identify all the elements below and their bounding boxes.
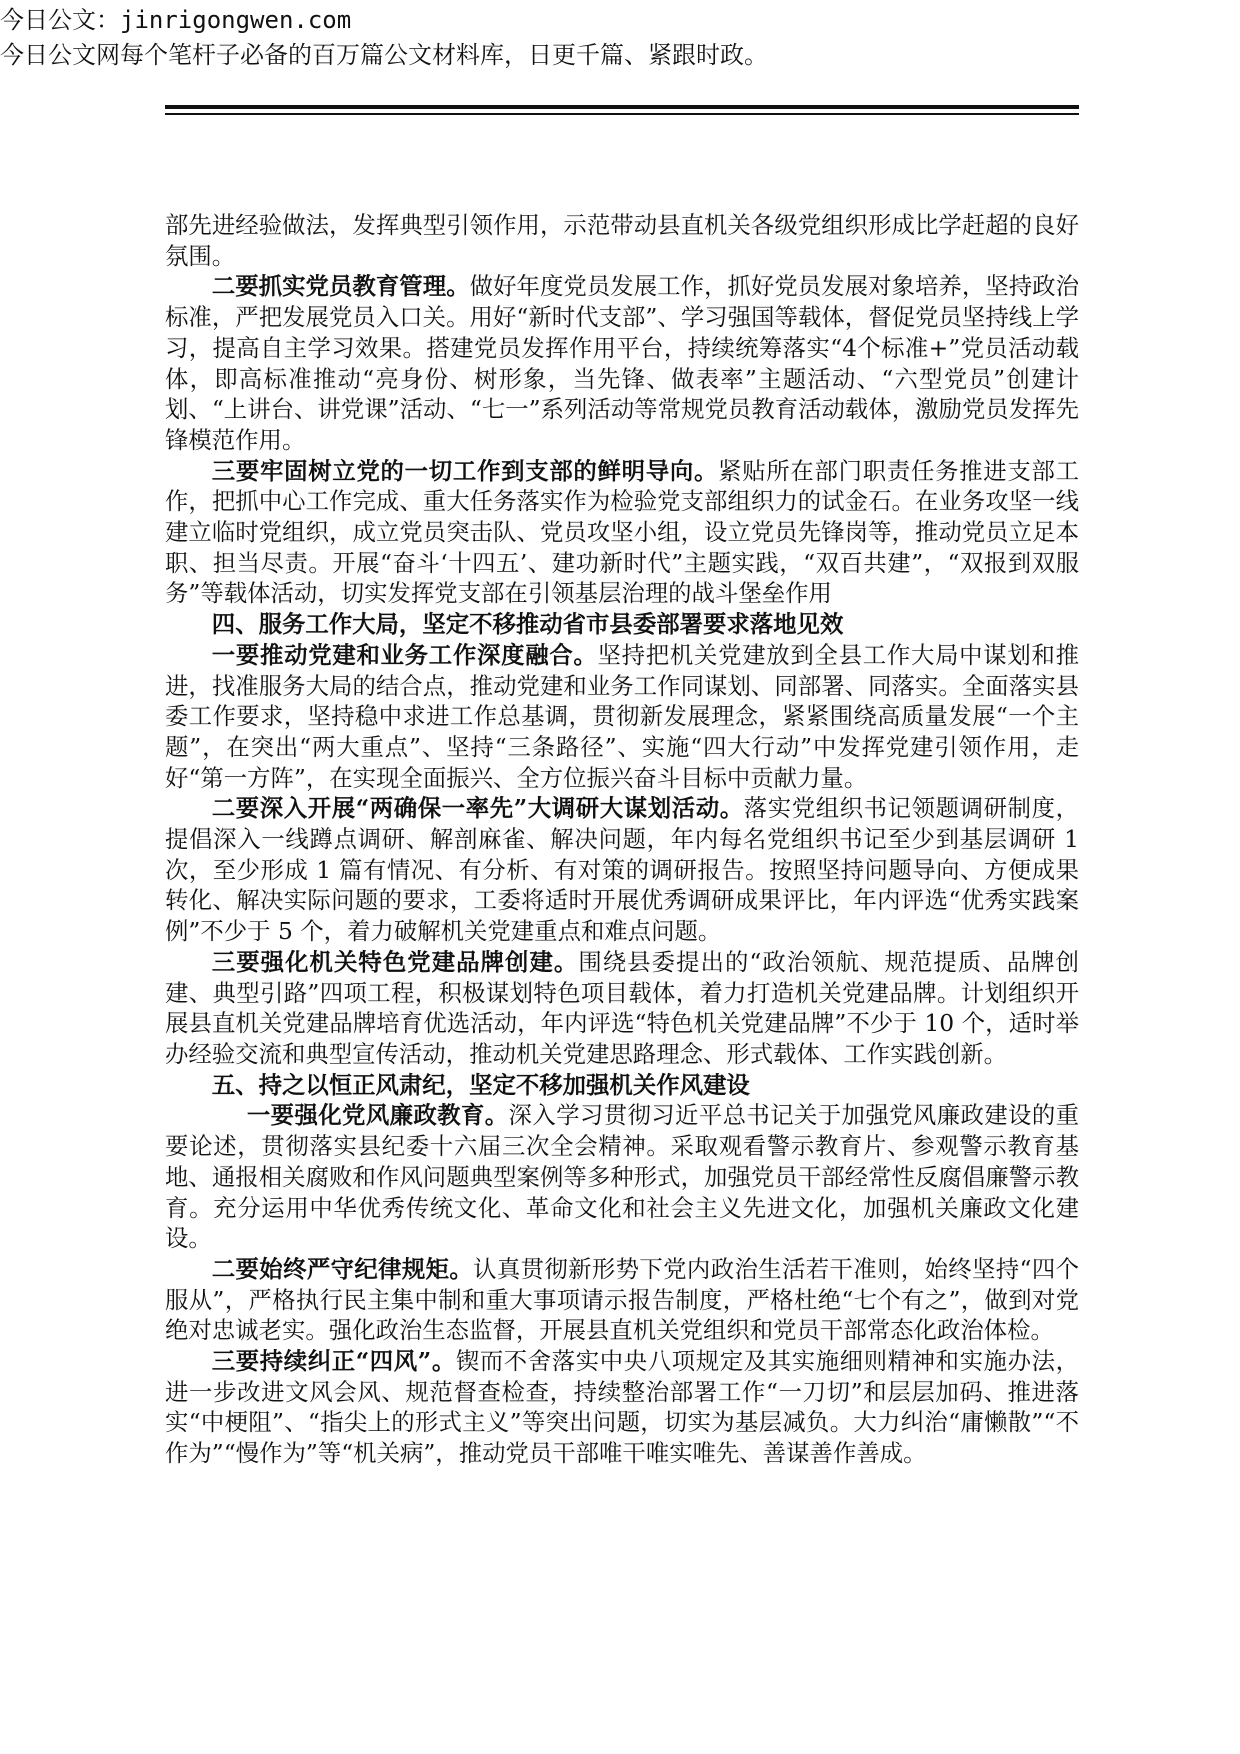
paragraph-text: 坚持把机关党建放到全县工作大局中谋划和推进，找准服务大局的结合点，推动党建和业务工作同谋划、同部署、同落实。全面落实县委工作要求，坚持稳中求进工作总基调，贯彻新发展理念，紧紧围绕高质量发展“一个主题”，在突出“两大重点”、坚持“三条路径”、实施“四大行动”中发挥党建引领作用，走好“第一方阵”，在实现全面振兴、全方位振兴奋斗目标中贡献力量。 (165, 640, 1080, 792)
section-heading: 五、持之以恒正风肃纪，坚定不移加强机关作风建设 (211, 1070, 750, 1099)
footer-site-line (0, 0, 1240, 35)
paragraph-lead: 二要抓实党员教育管理。 (211, 272, 470, 301)
paragraph-lead: 三要强化机关特色党建品牌创建。 (211, 947, 579, 976)
paragraph (165, 793, 1079, 947)
footer-slogan: 今日公文网每个笔杆子必备的百万篇公文材料库，日更千篇、紧跟时政。 (0, 43, 768, 69)
paragraph-lead: 二要深入开展“两确保一率先”大调研大谋划活动。 (211, 794, 744, 823)
paragraph-text: 认真贯彻新形势下党内政治生活若干准则，始终坚持“四个服从”，严格执行民主集中制和重大事项请示报告制度，严格杜绝“七个有之”，做到对党绝对忠诚老实。强化政治生态监督，开展县直机关党组织和党员干部常态化政治体检。 (165, 1254, 1079, 1345)
paragraph (165, 640, 1079, 794)
paragraph-text: 紧贴所在部门职责任务推进支部工作，把抓中心工作完成、重大任务落实作为检验党支部组织力的试金石。在业务攻坚一线建立临时党组织，成立党员突击队、党员攻坚小组，设立党员先锋岗等，推动党员立足本职、担当尽责。开展“奋斗‘十四五’、建功新时代”主题实践，“双百共建”，“双报到双服务”等载体活动，切实发挥党支部在引领基层治理的战斗堡垒作用 (165, 456, 1080, 608)
footer-site-label: 今日公文： (0, 8, 120, 34)
paragraph-text: 深入学习贯彻习近平总书记关于加强党风廉政建设的重要论述，贯彻落实县纪委十六届三次全会精神。采取观看警示教育片、参观警示教育基地、通报相关腐败和作风问题典型案例等多种形式，加强党员干部经常性反腐倡廉警示教育。充分运用中华优秀传统文化、革命文化和社会主义先进文化，加强机关廉政文化建设。 (165, 1101, 1080, 1253)
header-rule-thick (165, 105, 1079, 109)
paragraph (165, 1346, 1079, 1469)
paragraph (165, 947, 1079, 1070)
paragraph (165, 271, 1079, 455)
section-heading: 四、服务工作大局，坚定不移推动省市县委部署要求落地见效 (211, 610, 844, 639)
paragraph (165, 456, 1079, 610)
paragraph-lead: 二要始终严守纪律规矩。 (211, 1254, 474, 1283)
paragraph-text: 锲而不舍落实中央八项规定及其实施细则精神和实施办法，进一步改进文风会风、规范督查检查，持续整治部署工作“一刀切”和层层加码、推进落实“中梗阻”、“指尖上的形式主义”等突出问题，切实为基层减负。大力纠治“庸懒散”“不作为”“慢作为”等“机关病”，推动党员干部唯干唯实唯先、善谋善作善成。 (165, 1347, 1079, 1468)
document-body (165, 210, 1079, 1469)
footer-site-link[interactable]: jinrigongwen.com (120, 6, 352, 34)
paragraph-text: 落实党组织书记领题调研制度，提倡深入一线蹲点调研、解剖麻雀、解决问题，年内每名党组织书记至少到基层调研 1 次，至少形成 1 篇有情况、有分析、有对策的调研报告。按照坚持问题导向、方便成果转化、解决实际问题的要求，工委将适时开展优秀调研成果评比，年内评选“优秀实践案例”不少于 5 个，着力破解机关党建重点和难点问题。 (165, 794, 1079, 946)
paragraph (165, 1254, 1079, 1346)
paragraph-lead: 一要推动党建和业务工作深度融合。 (211, 640, 598, 669)
paragraph (165, 1100, 1079, 1254)
paragraph-lead: 三要牢固树立党的一切工作到支部的鲜明导向。 (211, 456, 719, 485)
paragraph-text: 围绕县委提出的“政治领航、规范提质、品牌创建、典型引路”四项工程，积极谋划特色项目载体，着力打造机关党建品牌。计划组织开展县直机关党建品牌培育优选活动，年内评选“特色机关党建品牌”不少于 10 个，适时举办经验交流和典型宣传活动，推动机关党建思路理念、形式载体、工作实践创新。 (165, 947, 1079, 1068)
paragraph-lead: 三要持续纠正“四风”。 (211, 1347, 456, 1376)
paragraph-text: 做好年度党员发展工作，抓好党员发展对象培养，坚持政治标准，严把发展党员入口关。用好“新时代支部”、学习强国等载体，督促党员坚持线上学习，提高自主学习效果。搭建党员发挥作用平台，持续统筹落实“4个标准+”党员活动载体，即高标准推动“亮身份、树形象，当先锋、做表率”主题活动、“六型党员”创建计划、“上讲台、讲党课”活动、“七一”系列活动等常规党员教育活动载体，激励党员发挥先锋模范作用。 (165, 272, 1080, 454)
paragraph-continuation: 部先进经验做法，发挥典型引领作用，示范带动县直机关各级党组织形成比学赶超的良好氛围。 (165, 211, 1079, 270)
header-rule-thin (165, 113, 1079, 115)
paragraph-lead: 一要强化党风廉政教育。 (246, 1101, 509, 1130)
